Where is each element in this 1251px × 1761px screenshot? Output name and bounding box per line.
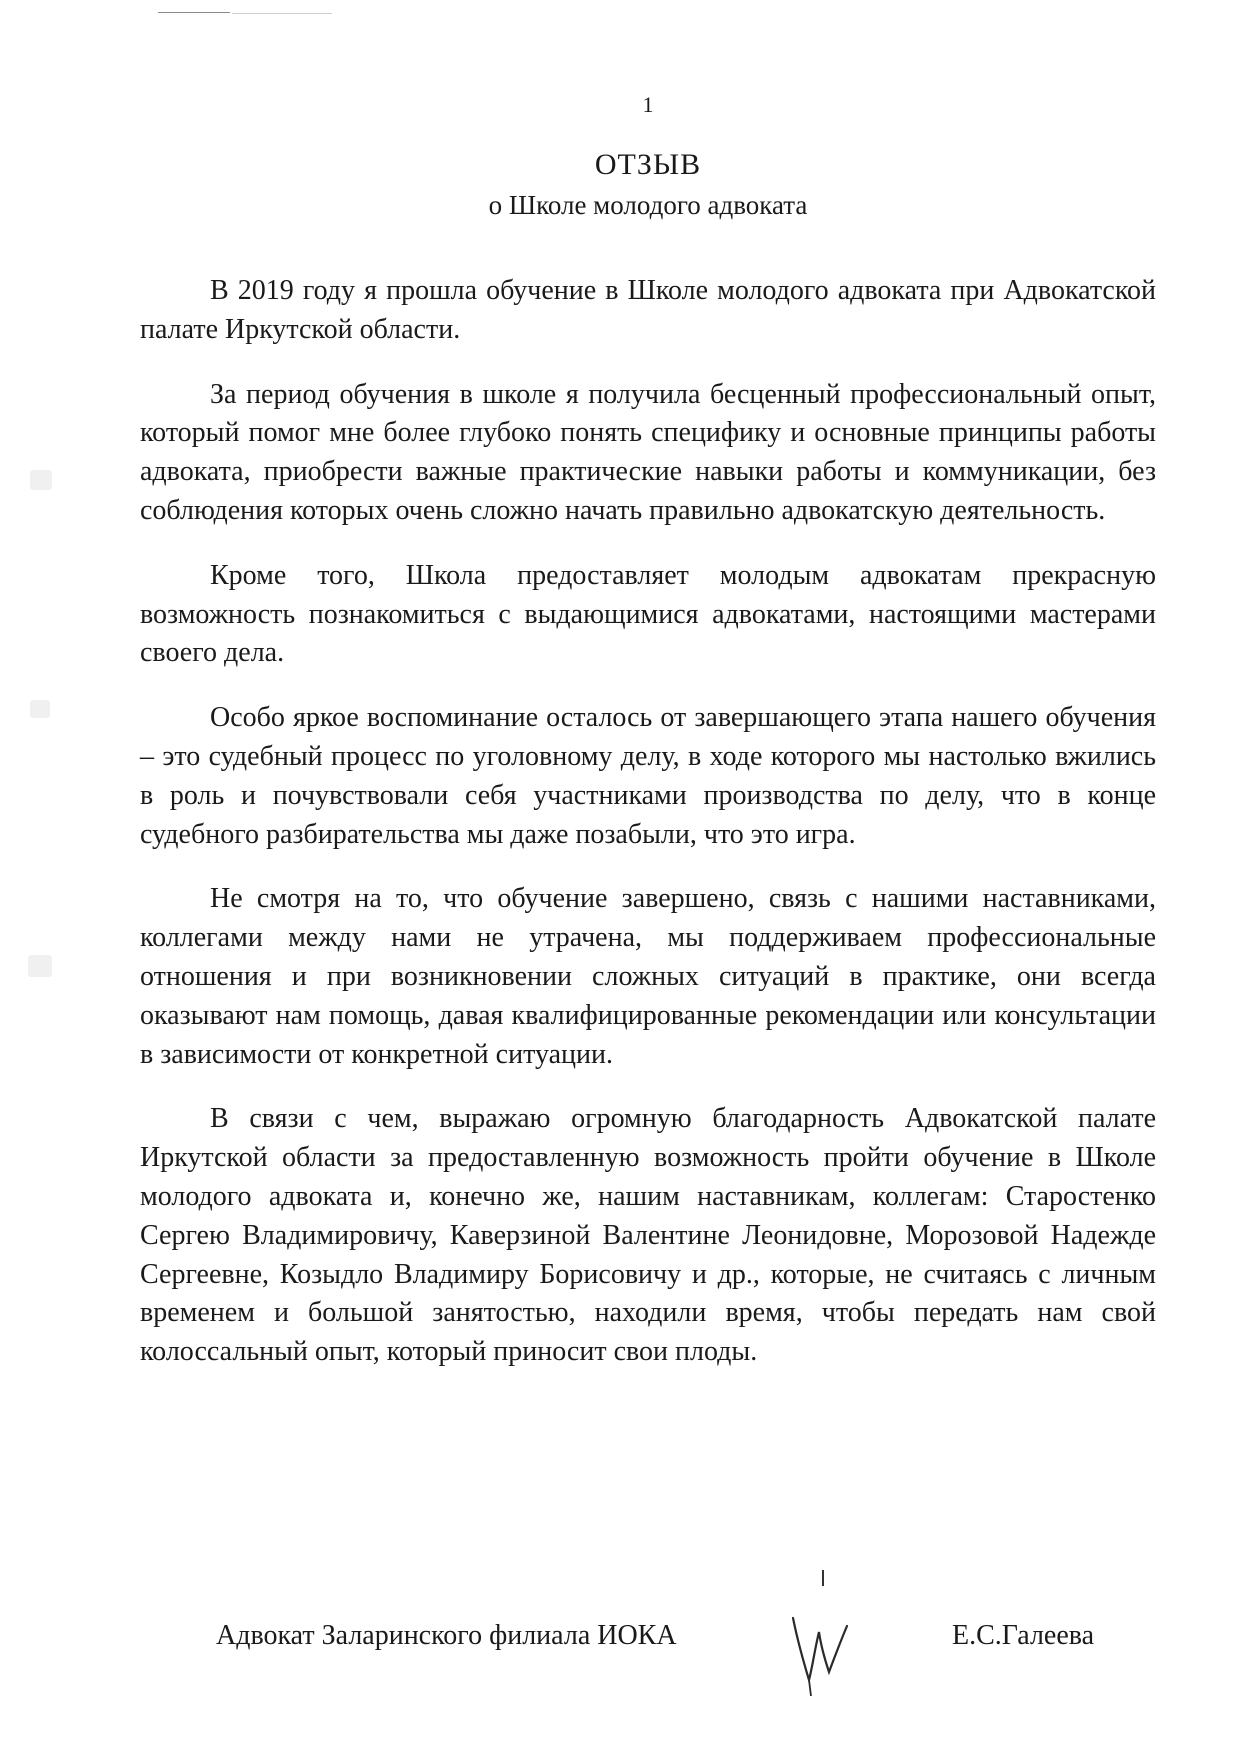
page-number: 1 (642, 92, 654, 117)
paragraph: Особо яркое воспоминание осталось от завершающего этапа нашего обучения – это судебный процесс по уголовному делу, в ходе которого мы настолько вжились в роль и почувствовали себя участниками производства по делу, что в конце судебного разбирательства мы даже позабыли, что это игра. (140, 702, 1156, 850)
scan-artifact-line (232, 13, 332, 14)
signature-block (0, 1620, 1251, 1700)
handwritten-signature-icon (785, 1568, 855, 1698)
signatory-name: Е.С.Галеева (952, 1620, 1095, 1651)
signatory-role: Адвокат Заларинского филиала ИОКА (216, 1620, 677, 1651)
paragraph: Кроме того, Школа предоставляет молодым адвокатам прекрасную возможность познакомиться с выдающимися адвокатами, настоящими мастерами своего дела. (140, 559, 1156, 669)
scan-smudge (30, 470, 52, 490)
scan-smudge (28, 955, 52, 977)
document-body (140, 272, 1156, 1398)
scan-artifact-line (158, 12, 230, 13)
document-subtitle: о Школе молодого адвоката (488, 190, 808, 220)
paragraph: В 2019 году я прошла обучение в Школе молодого адвоката при Адвокатской палате Иркутской области. (140, 275, 1156, 345)
document-title: ОТЗЫВ (594, 148, 702, 181)
paragraph: В связи с чем, выражаю огромную благодарность Адвокатской палате Иркутской области за предоставленную возможность пройти обучение в Школе молодого адвоката и, конечно же, нашим наставникам, коллегам: Старостенко Сергею Владимировичу, Каверзиной Валентине Леонидовне, Морозовой Надежде Сергеевне, Козыдло Владимиру Борисовичу и др., которые, не считаясь с личным временем и большой занятостью, находили время, чтобы передать нам свой колоссальный опыт, который приносит свои плоды. (140, 1103, 1156, 1368)
paragraph: Не смотря на то, что обучение завершено, связь с нашими наставниками, коллегами между нами не утрачена, мы поддерживаем профессиональные отношения и при возникновении сложных ситуаций в практике, они всегда оказывают нам помощь, давая квалифицированные рекомендации или консультации в зависимости от конкретной ситуации. (140, 883, 1156, 1070)
paragraph: За период обучения в школе я получила бесценный профессиональный опыт, который помог мне более глубоко понять специфику и основные принципы работы адвоката, приобрести важные практические навыки работы и коммуникации, без соблюдения которых очень сложно начать правильно адвокатскую деятельность. (140, 378, 1156, 526)
scan-smudge (30, 700, 50, 718)
